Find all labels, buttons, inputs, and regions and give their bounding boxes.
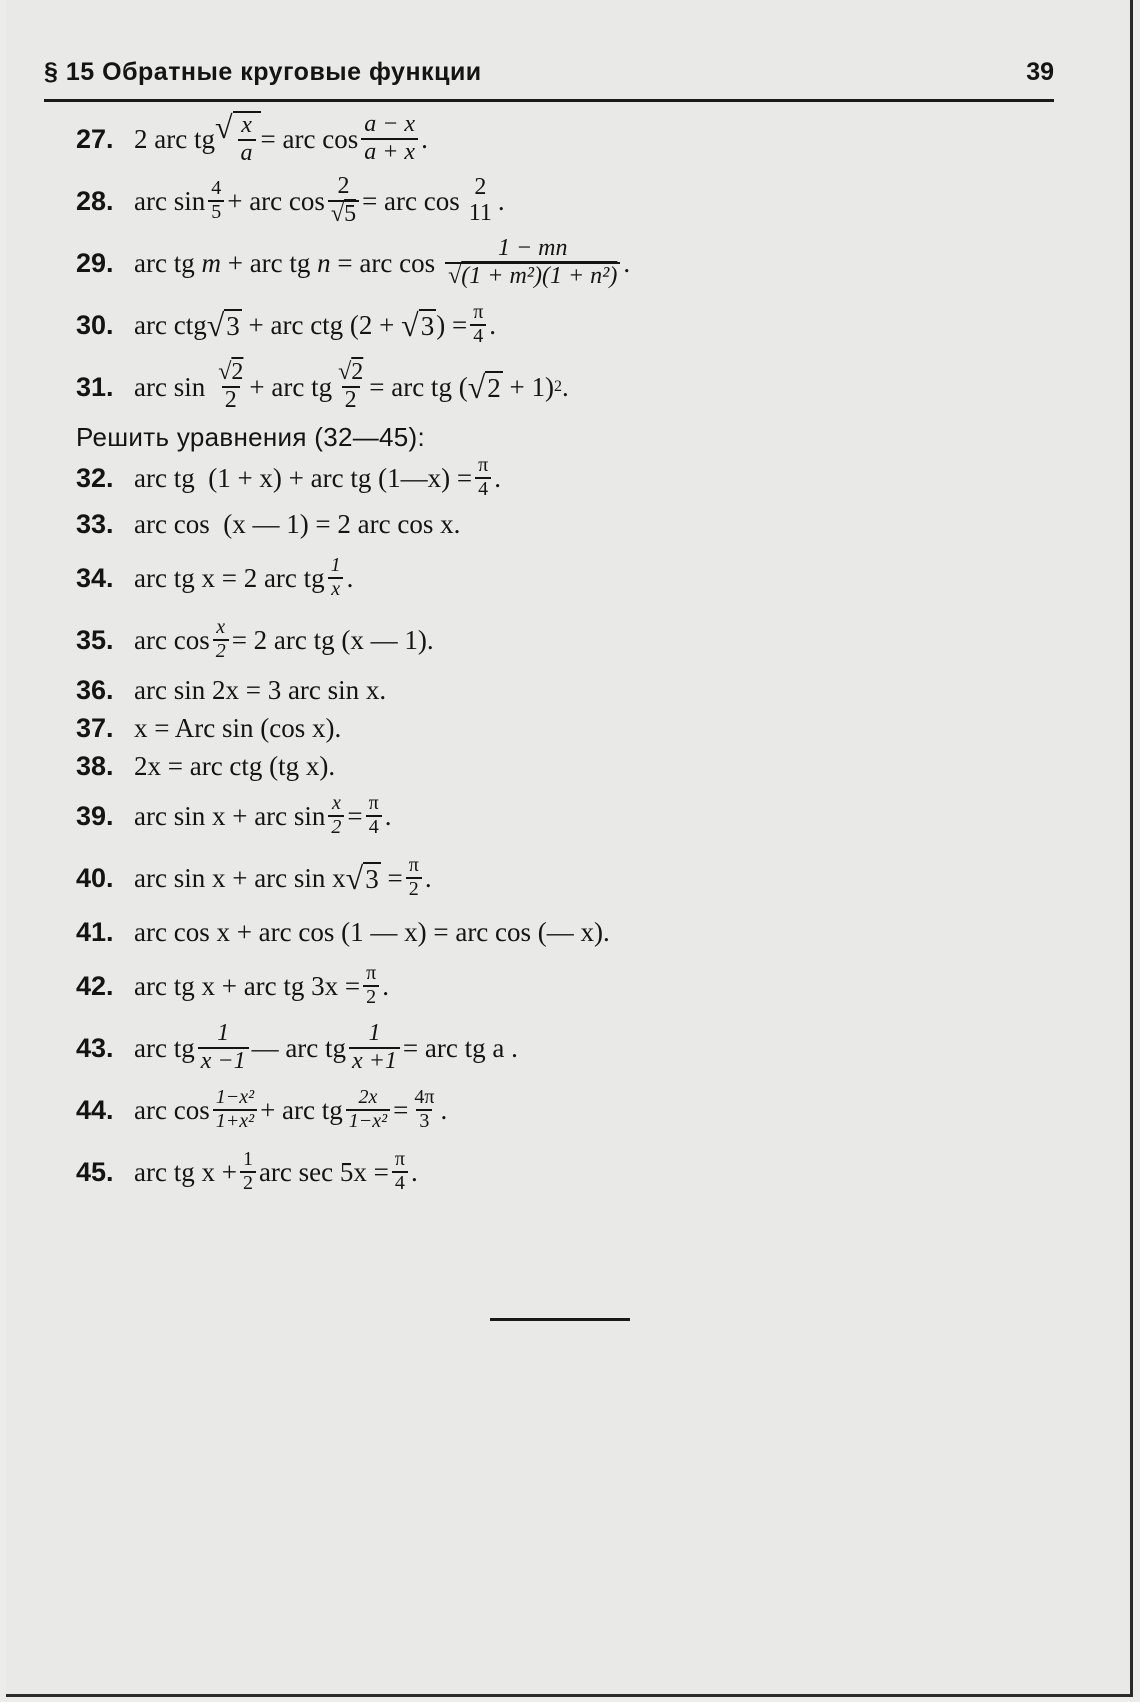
problem-number: 32. bbox=[76, 462, 114, 493]
fraction: $\frac{x}{a}$ bbox=[238, 113, 256, 167]
solve-heading: Решить уравнения (32—45): bbox=[76, 422, 426, 452]
formula: arc tg (1 + x) + arc tg (1—x) = $\frac{\pi}{4}$ . bbox=[134, 454, 501, 500]
problem-32 bbox=[76, 455, 1056, 501]
fraction: $\frac{\pi}{4}$ bbox=[470, 302, 486, 347]
problem-number: 28. bbox=[76, 185, 114, 216]
page-number: 39 bbox=[1026, 58, 1054, 86]
problem-27 bbox=[76, 108, 1056, 170]
problem-31 bbox=[76, 356, 1056, 418]
formula: arc cos (x — 1) = 2 arc cos x. bbox=[134, 508, 461, 539]
problem-33 bbox=[76, 501, 1056, 547]
fraction: $\frac{\pi}{2}$ bbox=[363, 963, 379, 1008]
radical: √ 3 bbox=[206, 306, 240, 343]
problem-number: 36. bbox=[76, 674, 114, 705]
formula: arc tg m + arc tg n = arc cos $\frac{1 - mn}{\text{√(1 + m²)(1 + n²)}}$ . bbox=[134, 235, 631, 289]
problem-number: 37. bbox=[76, 712, 114, 743]
problem-28 bbox=[76, 170, 1056, 232]
radical: √ 3 bbox=[345, 859, 379, 896]
problem-35 bbox=[76, 609, 1056, 671]
fraction: $\frac{x}{2}$ bbox=[328, 793, 344, 838]
problem-29 bbox=[76, 232, 1056, 294]
problem-39 bbox=[76, 785, 1056, 847]
problem-number: 39. bbox=[76, 800, 114, 831]
fraction: $\frac{\pi}{4}$ bbox=[366, 793, 382, 838]
section-end-rule bbox=[490, 1318, 630, 1321]
problem-34 bbox=[76, 547, 1056, 609]
fraction: $\frac{\pi}{4}$ bbox=[392, 1149, 408, 1194]
problem-36 bbox=[76, 671, 1056, 709]
formula: arc cos $\frac{x}{2}$ = 2 arc tg (x — 1). bbox=[134, 616, 434, 662]
fraction: $\frac{x}{2}$ bbox=[213, 617, 229, 662]
problem-number: 35. bbox=[76, 624, 114, 655]
formula: 2x = arc ctg (tg x). bbox=[134, 750, 336, 781]
section-name: Обратные круговые функции bbox=[102, 58, 482, 86]
formula: 2 arc tg √ $\frac{x}{a}$ = arc cos $\frac{a - x}{a + x}$ . bbox=[134, 109, 428, 166]
formula: arc cos $\frac{\text{1−x²}}{\text{1+x²}}$ + arc tg $\frac{2x}{\text{1−x²}}$ = $\frac{4\pi}{3}$ . bbox=[134, 1086, 448, 1132]
fraction: $\frac{\pi}{2}$ bbox=[406, 855, 422, 900]
formula: arc tg x = 2 arc tg $\frac{1}{x}$ . bbox=[134, 554, 354, 600]
problem-number: 42. bbox=[76, 970, 114, 1001]
problem-number: 38. bbox=[76, 750, 114, 781]
problem-number: 27. bbox=[76, 123, 114, 154]
problem-38 bbox=[76, 747, 1056, 785]
problem-number: 40. bbox=[76, 862, 114, 893]
formula: arc tg x + arc tg 3x = $\frac{\pi}{2}$ . bbox=[134, 962, 389, 1008]
formula: arc tg x + $\frac{1}{2}$ arc sec 5x = $\frac{\pi}{4}$ . bbox=[134, 1148, 418, 1194]
fraction: $\frac{\pi}{4}$ bbox=[475, 455, 491, 500]
formula: arc sin x + arc sin $\frac{x}{2}$ = $\frac{\pi}{4}$ . bbox=[134, 792, 392, 838]
fraction: $\frac{√2}{2}$ bbox=[218, 359, 244, 413]
problem-number: 41. bbox=[76, 916, 114, 947]
formula: arc sin x + arc sin x √ 3 = $\frac{\pi}{2}$ . bbox=[134, 854, 432, 900]
radical: √ $\frac{x}{a}$ bbox=[215, 111, 261, 167]
fraction: $\frac{√2}{2}$ bbox=[338, 359, 364, 413]
header-rule bbox=[44, 99, 1054, 102]
formula: x = Arc sin (cos x). bbox=[134, 712, 342, 743]
problem-number: 30. bbox=[76, 309, 114, 340]
problem-number: 29. bbox=[76, 247, 114, 278]
fraction: $\frac{4\pi}{3}$ bbox=[414, 1086, 435, 1132]
section-title bbox=[44, 58, 482, 87]
formula: arc sin $\frac{√2}{2}$ + arc tg $\frac{√2}{2}$ = arc tg ( √ 2 + 1) 2 . bbox=[134, 359, 569, 413]
section-number: § 15 bbox=[44, 58, 95, 86]
problem-41 bbox=[76, 909, 1056, 955]
fraction: $\frac{1}{2}$ bbox=[240, 1149, 256, 1194]
problem-30 bbox=[76, 294, 1056, 356]
fraction: $\frac{2}{√5}$ bbox=[328, 174, 359, 228]
fraction: $\frac{1 - mn}{\text{√(1 + m²)(1 + n²)}}$ bbox=[445, 236, 620, 290]
radical: √ 3 bbox=[401, 306, 435, 343]
radical: √ 2 bbox=[467, 368, 501, 405]
problem-number: 45. bbox=[76, 1156, 114, 1187]
fraction: $\frac{1}{x}$ bbox=[328, 555, 344, 600]
formula: arc sin $\frac{4}{5}$ + arc cos $\frac{2}{√5}$ = arc cos 2 11 . bbox=[134, 173, 505, 227]
problem-list bbox=[76, 108, 1056, 1203]
formula: arc ctg √ 3 + arc ctg (2 + √ 3 ) = $\frac{\pi}{4}$ . bbox=[134, 301, 497, 347]
fraction: $\frac{a - x}{a + x}$ bbox=[361, 112, 418, 166]
problem-number: 34. bbox=[76, 562, 114, 593]
formula: arc sin 2x = 3 arc sin x. bbox=[134, 674, 387, 705]
problem-44 bbox=[76, 1079, 1056, 1141]
problem-42 bbox=[76, 955, 1056, 1017]
problem-number: 43. bbox=[76, 1032, 114, 1063]
problem-37 bbox=[76, 709, 1056, 747]
book-page bbox=[6, 0, 1133, 1697]
fraction: $\frac{\text{1−x²}}{\text{1+x²}}$ bbox=[213, 1087, 257, 1132]
problem-number: 44. bbox=[76, 1094, 114, 1125]
fraction: $\frac{1}{x +1}$ bbox=[349, 1021, 400, 1075]
problem-number: 31. bbox=[76, 371, 114, 402]
fraction: 2 11 bbox=[468, 174, 492, 226]
formula: arc cos x + arc cos (1 — x) = arc cos (— x). bbox=[134, 916, 610, 947]
formula-text: = arc cos bbox=[260, 123, 359, 154]
fraction: $\frac{2x}{\text{1−x²}}$ bbox=[346, 1087, 390, 1132]
formula-text: 2 arc tg bbox=[134, 123, 215, 154]
problem-45 bbox=[76, 1141, 1056, 1203]
formula: arc tg $\frac{1}{x -1}$ — arc tg $\frac{1}{x +1}$ = arc tg a . bbox=[134, 1020, 518, 1074]
problem-number: 33. bbox=[76, 508, 114, 539]
problem-43 bbox=[76, 1017, 1056, 1079]
page-header bbox=[44, 58, 1054, 96]
problem-40 bbox=[76, 847, 1056, 909]
fraction: $\frac{4}{5}$ bbox=[208, 178, 224, 223]
fraction: $\frac{1}{x -1}$ bbox=[198, 1021, 249, 1075]
